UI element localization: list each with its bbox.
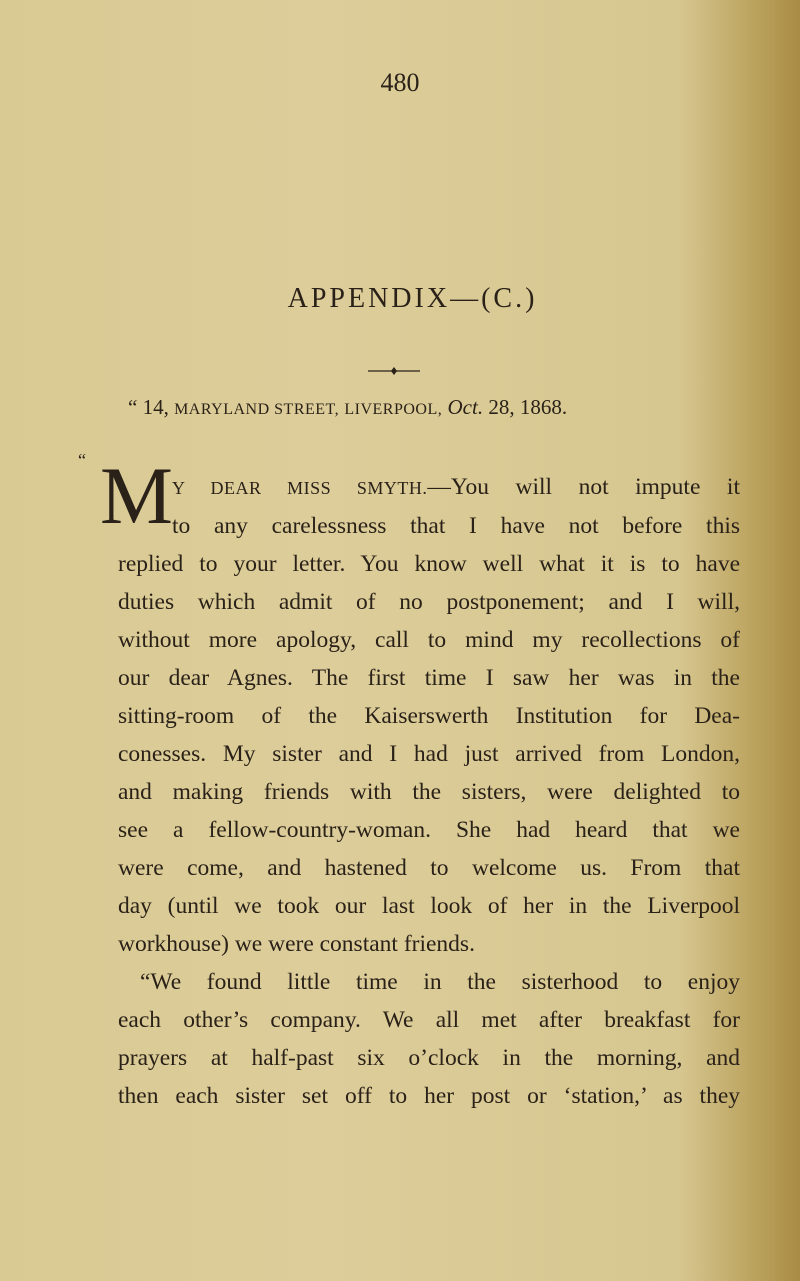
address-date-rest: 28, 1868. — [488, 395, 568, 419]
text-line: duties which admit of no postponement; and I will, — [118, 589, 740, 615]
text-line — [172, 472, 740, 502]
text-line: our dear Agnes. The first time I saw her was in the — [118, 665, 740, 691]
text-line: were come, and hastened to welcome us. From that — [118, 855, 740, 881]
text-line: replied to your letter. You know well what it is to have — [118, 551, 740, 577]
address-date-month: Oct. — [447, 395, 484, 419]
letter-address — [128, 395, 567, 420]
text-line: without more apology, call to mind my recollections of — [118, 627, 740, 653]
salutation: Y DEAR MISS SMYTH. — [172, 478, 428, 498]
text-line: conesses. My sister and I had just arrived from London, — [118, 741, 740, 767]
text-line: sitting-room of the Kaiserswerth Institution for Dea- — [118, 703, 740, 729]
text-line: workhouse) we were constant friends. — [118, 931, 475, 957]
text-line: and making friends with the sisters, were delighted to — [118, 779, 740, 805]
text-line: prayers at half-past six o’clock in the morning, and — [118, 1045, 740, 1071]
text-line: each other’s company. We all met after breakfast for — [118, 1007, 740, 1033]
letter-open-quote: “ — [78, 450, 86, 470]
address-quote: “ — [128, 395, 138, 419]
first-line-rest: —You will not impute it — [427, 474, 740, 500]
text-line: see a fellow-country-woman. She had heard that we — [118, 817, 740, 843]
page-number: 480 — [380, 68, 420, 97]
text-line: to any carelessness that I have not before this — [172, 513, 740, 539]
address-number: 14, — [142, 395, 169, 419]
text-line: “We found little time in the sisterhood to enjoy — [140, 969, 740, 995]
address-city: LIVERPOOL, — [344, 401, 443, 418]
drop-cap: M — [100, 450, 173, 541]
address-street: MARYLAND STREET, — [174, 401, 340, 418]
text-line: day (until we took our last look of her in the Liverpool — [118, 893, 740, 919]
appendix-heading: APPENDIX—(C.) — [287, 283, 538, 314]
text-line: then each sister set off to her post or ‘station,’ as they — [118, 1083, 740, 1109]
diamond-rule-ornament — [368, 366, 420, 376]
